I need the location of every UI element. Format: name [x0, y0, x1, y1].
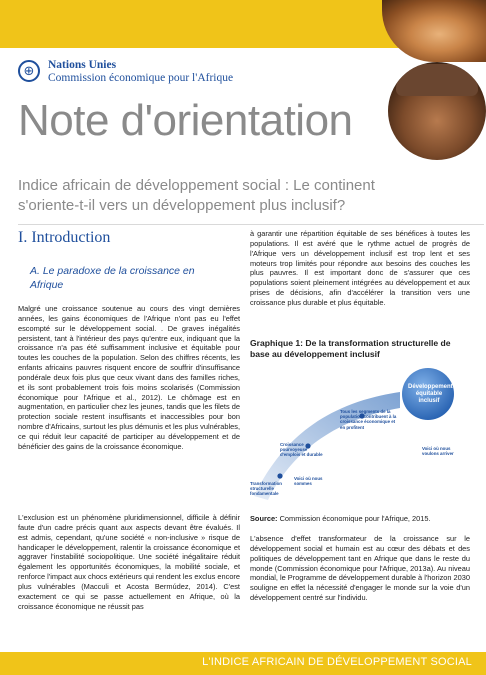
section-heading: I. Introduction: [18, 229, 111, 246]
footer-text: L'INDICE AFRICAIN DE DÉVELOPPEMENT SOCIAL: [202, 656, 472, 668]
stage-dot-1: [277, 473, 282, 478]
paragraph-4: L'absence d'effet transformateur de la croissance sur le développement social et humain est au cœur des débats et des politiques de développement tant en Afrique que dans le reste du monde (Commission économique pour l'Afrique, 2013a). Au niveau mondial, le Programme de développement durable à l'horizon 2030 souligne en effet la nécessité d'engager le monde sur la voie d'un développement centré sur l'individu.: [250, 534, 470, 603]
paragraph-2: L'exclusion est un phénomène pluridimensionnel, difficile à définir faute d'un cadre précis quant aux aspects devant être évalués. Il est admis, cependant, qu'une société « non-inclusive » risque de handicaper le développement, ralentir la croissance économique et aggraver l'instabilité sociopolitique. Une société inégalitaire réduit également les opportunités économiques, la mobilité sociale, et renforce l'impact aux chocs extérieurs qui rendent les exclus encore plus vulnérables (Macculi et Acosta Bermúdez, 2014). C'est exactement ce qui se passe actuellement en Afrique, où la croissance économique ne réussit pas: [18, 513, 241, 611]
figure-title: Graphique 1: De la transformation structurelle de base au développement inclusif: [250, 338, 451, 359]
source-text: Commission économique pour l'Afrique, 2015.: [277, 514, 431, 523]
paragraph-1: Malgré une croissance soutenue au cours des vingt dernières années, les gains économiques de l'Afrique n'ont pas eu l'effet escompté sur le développement social. . De graves inégalités persistent, tant à l'intérieur des pays qu'entre eux, indiquant que la croissance n'a pas été suffisamment inclusive et équitable pour toutes les couches de la population. Selon des chiffres récents, les enfants africains pauvres risquent encore de souffrir d'insuffisance pondérale deux fois plus que ceux vivant dans des familles riches, et ils sont probablement trois fois moins scolarisés (Commission économique pour l'Afrique et al., 2012). Le chômage est en augmentation, en particulier chez les jeunes, tandis que les filets de protection sociale restent insuffisants et inaccessibles pour bon nombre d'Africains, surtout les plus démunis et les plus vulnérables, ce qui réduit leur capacité de participer au développement et de bénéficier des gains de la croissance économique.: [18, 304, 241, 451]
header-photo-elder: [388, 62, 486, 160]
header-photo-child: [382, 0, 486, 62]
divider: [18, 224, 484, 225]
org-name-line2: Commission économique pour l'Afrique: [48, 72, 234, 84]
org-name-line1: Nations Unies: [48, 59, 117, 71]
target-circle-label: Développement équitable inclusif: [408, 384, 453, 404]
label-nous-sommes: Voici où nous sommes: [294, 476, 323, 487]
label-transformation: Transformation structurelle fondamentale: [250, 481, 282, 497]
page-subtitle: Indice africain de développement social : Le continent s'oriente-t-il vers un développement plus inclusif?: [18, 177, 375, 214]
label-croissance: Croissance pourvoyeuse d'emplois et durable: [280, 442, 323, 458]
label-arriver: Voici où nous voulons arriver: [422, 446, 454, 457]
label-segments: Tous les segments de la population contribuent à la croissance économique et en profitent: [340, 409, 397, 430]
figure-diagram: [250, 364, 472, 508]
page-title: Note d'orientation: [18, 96, 353, 145]
figure-source: [250, 514, 470, 524]
paragraph-3: à garantir une répartition équitable de ses bénéfices à toutes les populations. Il est avéré que le rythme actuel de progrès de l'Afrique vers un développement inclusif est trop lent et ses moteurs trop limités pour répondre aux besoins des couches les plus pauvres. Il est important donc de s'assurer que ces populations soient pleinement intégrées au développement et aux prises de décisions, afin d'accélérer la transition vers une croissance plus durable et plus équitable.: [250, 229, 470, 307]
source-label: Source:: [250, 514, 278, 523]
section-subheading: A. Le paradoxe de la croissance en Afrique: [30, 265, 195, 291]
un-emblem-icon: ⊕: [18, 60, 40, 82]
footer-bar: [0, 652, 486, 675]
